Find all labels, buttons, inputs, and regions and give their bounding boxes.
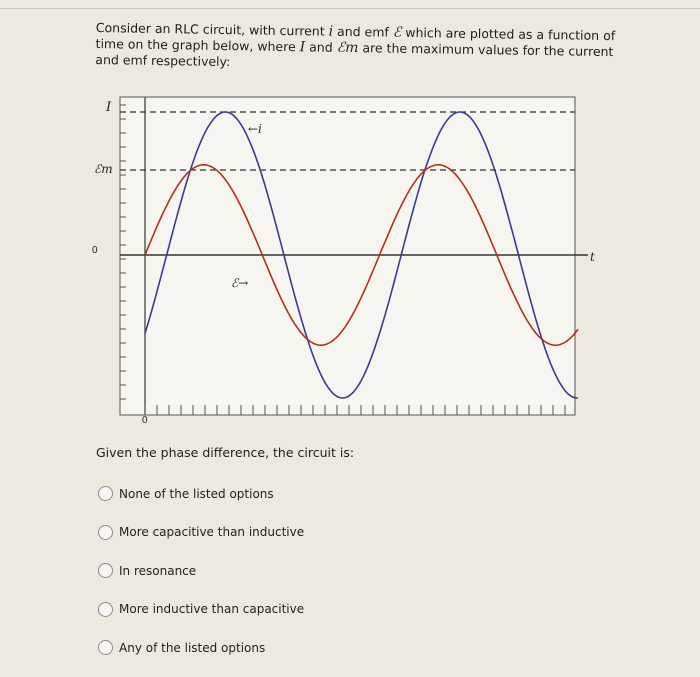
annotation-current-arrow: ←i xyxy=(248,122,262,136)
max-current-symbol: I xyxy=(299,39,306,56)
current-symbol: i xyxy=(328,23,334,40)
x-axis-label-t: t xyxy=(590,250,595,264)
radio-button[interactable] xyxy=(98,525,113,540)
question-line-1: Consider an RLC circuit, with current i and emf ℰ which are plotted as a function of xyxy=(95,20,616,44)
prompt-text: Given the phase difference, the circuit is: xyxy=(96,445,355,460)
option-none[interactable] xyxy=(98,484,304,503)
option-label: More capacitive than inductive xyxy=(119,525,305,539)
options-list xyxy=(98,484,304,677)
option-label: Any of the listed options xyxy=(119,640,266,655)
waveform-graph xyxy=(92,85,600,430)
y-label-zero: 0 xyxy=(92,245,98,256)
option-label: None of the listed options xyxy=(119,486,274,501)
radio-button[interactable] xyxy=(98,640,113,655)
radio-button[interactable] xyxy=(98,486,113,501)
emf-symbol: ℰ xyxy=(392,24,402,41)
y-label-max-emf: ℰm xyxy=(94,162,113,176)
radio-button[interactable] xyxy=(98,563,113,578)
graph-frame xyxy=(120,97,575,415)
option-in-resonance[interactable] xyxy=(98,561,304,580)
y-label-max-current: I xyxy=(106,100,112,115)
option-more-inductive[interactable] xyxy=(98,600,304,619)
option-label: More inductive than capacitive xyxy=(119,602,305,616)
question-text xyxy=(95,20,616,76)
question-line-3: and emf respectively: xyxy=(95,51,231,70)
option-label: In resonance xyxy=(119,563,197,578)
top-divider xyxy=(0,0,700,9)
x-label-zero: 0 xyxy=(142,415,148,426)
option-any[interactable] xyxy=(98,638,304,657)
annotation-emf-arrow: ℰ→ xyxy=(231,276,249,290)
question-line-2: time on the graph below, where I and ℰm are the maximum values for the current xyxy=(95,35,614,60)
option-more-capacitive[interactable] xyxy=(98,523,304,542)
radio-button[interactable] xyxy=(98,602,113,617)
max-emf-symbol: ℰm xyxy=(336,39,359,57)
